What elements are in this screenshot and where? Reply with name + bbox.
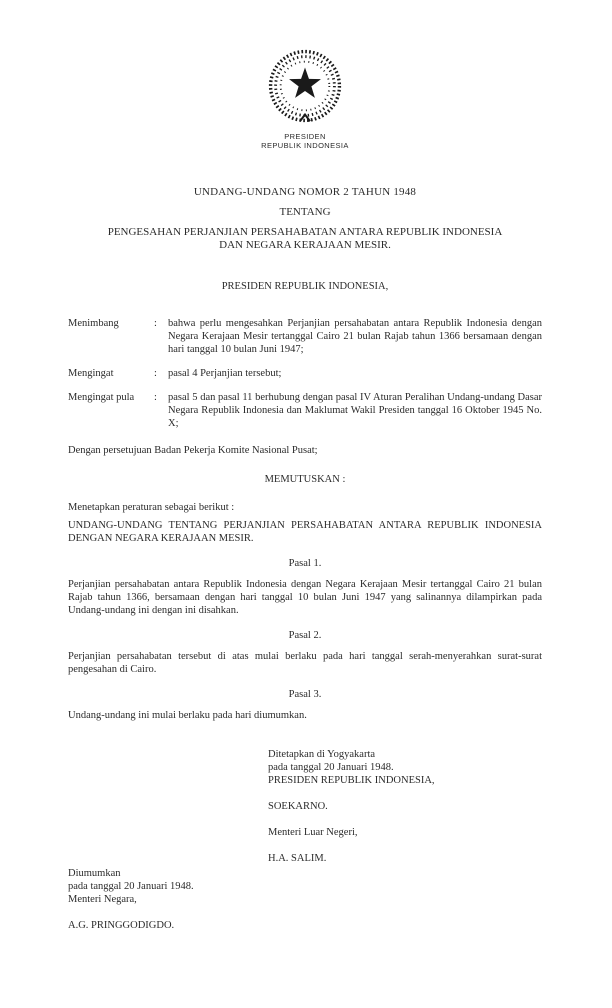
consideration-colon: : — [154, 392, 157, 403]
signing-place: Ditetapkan di Yogyakarta — [268, 749, 376, 760]
consideration-colon: : — [154, 368, 157, 379]
article-body: Perjanjian persahabatan antara Republik Indonesia dengan Negara Kerajaan Mesir tertanggal Cairo 21 bulan Rajab tahun 1366, bersamaan dengan hari tanggal 10 bulan Juni 1947 yang salinannya dilampirkan pada Undang-undang ini dengan ini disahkan. — [68, 579, 542, 616]
promulgation-office: Menteri Negara, — [68, 894, 137, 905]
article-body: Undang-undang ini mulai berlaku pada hari diumumkan. — [68, 710, 307, 721]
consideration-label: Mengingat — [68, 368, 114, 379]
consideration-text: pasal 4 Perjanjian tersebut; — [168, 368, 282, 379]
consideration-row-menimbang — [68, 317, 542, 356]
signing-name: SOEKARNO. — [268, 801, 328, 812]
article-heading: Pasal 3. — [288, 689, 322, 700]
article-heading: Pasal 2. — [288, 630, 322, 641]
promulgation-date: pada tanggal 20 Januari 1948. — [68, 881, 194, 892]
presidential-seal-icon — [263, 44, 347, 128]
enacted-law-title: UNDANG-UNDANG TENTANG PERJANJIAN PERSAHABATAN ANTARA REPUBLIK INDONESIA DENGAN NEGARA KERAJAAN MESIR. — [68, 520, 542, 544]
consideration-label: Mengingat pula — [68, 392, 135, 403]
agreement-clause: Dengan persetujuan Badan Pekerja Komite Nasional Pusat; — [68, 445, 318, 456]
consideration-text: bahwa perlu mengesahkan Perjanjian persahabatan antara Republik Indonesia dengan Negara Kerajaan Mesir tertanggal Cairo 21 bulan Rajab tahun 1366 bersamaan dengan hari tanggal 10 bulan Juni 1947; — [168, 318, 542, 355]
law-subject-title — [68, 226, 542, 252]
promulgation-name: A.G. PRINGGODIGDO. — [68, 920, 175, 931]
letterhead-republik-indonesia: REPUBLIK INDONESIA — [261, 141, 349, 150]
article-body: Perjanjian persahabatan tersebut di atas mulai berlaku pada hari tanggal serah-menyerahkan surat-surat pengesahan di Cairo. — [68, 651, 542, 675]
tentang-label: TENTANG — [279, 206, 331, 218]
law-number-title: UNDANG-UNDANG NOMOR 2 TAHUN 1948 — [193, 186, 417, 198]
letterhead-presiden: PRESIDEN — [284, 132, 326, 141]
consideration-row-mengingat — [68, 367, 542, 380]
signing-date: pada tanggal 20 Januari 1948. — [268, 762, 394, 773]
minister-office: Menteri Luar Negeri, — [268, 827, 358, 838]
consideration-colon: : — [154, 318, 157, 329]
promulgation-block — [68, 867, 542, 932]
articles-section — [68, 557, 542, 722]
letterhead — [68, 44, 542, 150]
article-heading: Pasal 1. — [288, 558, 322, 569]
law-subject-line2: DAN NEGARA KERAJAAN MESIR. — [219, 239, 391, 251]
document-title-block — [68, 186, 542, 252]
considerations-section — [68, 317, 542, 430]
memutuskan-heading: MEMUTUSKAN : — [264, 474, 346, 485]
law-subject-line1: PENGESAHAN PERJANJIAN PERSAHABATAN ANTARA REPUBLIK INDONESIA — [107, 226, 503, 238]
opening-salutation: PRESIDEN REPUBLIK INDONESIA, — [221, 281, 389, 292]
consideration-text: pasal 5 dan pasal 11 berhubung dengan pasal IV Aturan Peralihan Undang-undang Dasar Negara Republik Indonesia dan Maklumat Wakil Presiden tanggal 16 Oktober 1945 No. X; — [168, 392, 542, 429]
menetapkan-line: Menetapkan peraturan sebagai berikut : — [68, 502, 235, 513]
consideration-label: Menimbang — [68, 318, 119, 329]
signing-office: PRESIDEN REPUBLIK INDONESIA, — [268, 775, 435, 786]
signing-block — [268, 748, 542, 865]
promulgation-label: Diumumkan — [68, 868, 121, 879]
consideration-row-mengingat-pula — [68, 391, 542, 430]
minister-name: H.A. SALIM. — [268, 853, 327, 864]
